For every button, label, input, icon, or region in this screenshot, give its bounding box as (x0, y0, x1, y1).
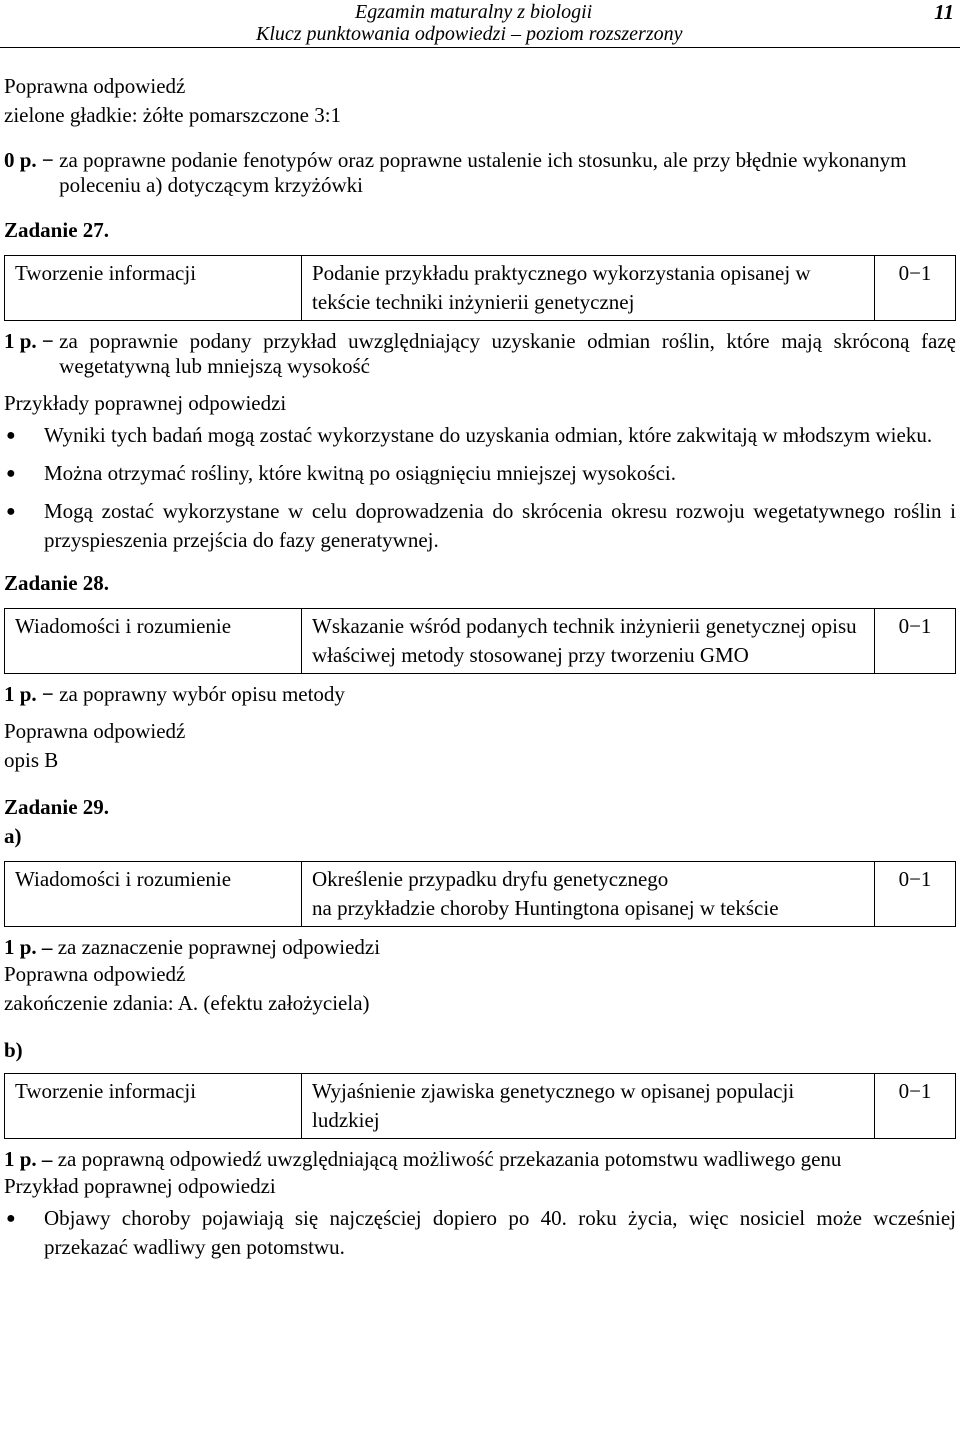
task-29a-requirement-line1: Określenie przypadku dryfu genetycznego (312, 867, 669, 891)
task-28-score-text: za poprawny wybór opisu metody (59, 682, 345, 706)
score-text: za poprawne podanie fenotypów oraz poprawne ustalenie ich stosunku, ale przy błędnie wykonanym poleceniu a) dotyczącym krzyżówki (59, 148, 907, 197)
task-29b-examples-list (4, 1204, 956, 1262)
task-29a-points: 0−1 (875, 862, 956, 927)
task-29a-answer-text: zakończenie zdania: A. (efektu założyciela) (4, 991, 370, 1015)
score-points: 0 p. − (4, 148, 60, 172)
bullet-icon: ● (6, 503, 16, 520)
task-28-score-rule (4, 682, 956, 707)
task-29b-label: b) (4, 1038, 23, 1062)
task-29a-score-rule (4, 935, 956, 960)
score-rule (4, 148, 956, 198)
task-29b-points: 0−1 (875, 1074, 956, 1139)
task-29b-criteria-table (4, 1073, 956, 1139)
task-28-points: 0−1 (875, 609, 956, 674)
task-27-area: Tworzenie informacji (5, 256, 302, 321)
page-header (0, 0, 960, 48)
task-29a-label: a) (4, 824, 22, 848)
task-29b-requirement: Wyjaśnienie zjawiska genetycznego w opisanej populacji ludzkiej (302, 1074, 875, 1139)
task-29b-score-text: za poprawną odpowiedź uwzględniającą możliwość przekazania potomstwu wadliwego genu (57, 1147, 842, 1171)
task-28-score-points: 1 p. − (4, 682, 60, 706)
task-27-examples-list (4, 421, 956, 555)
task-28-answer-text: opis B (4, 748, 59, 772)
task-28-area: Wiadomości i rozumienie (5, 609, 302, 674)
task-29b-score-rule (4, 1147, 956, 1172)
bullet-icon: ● (6, 427, 16, 444)
task-28-answer-label: Poprawna odpowiedź (4, 719, 186, 743)
list-item: ● Mogą zostać wykorzystane w celu doprowadzenia do skrócenia okresu rozwoju wegetatywnego roślin i przyspieszenia przejścia do fazy generatywnej. (4, 497, 956, 555)
task-29a-requirement-line2: na przykładzie choroby Huntingtona opisanej w tekście (312, 896, 779, 920)
answer-text: zielone gładkie: żółte pomarszczone 3:1 (4, 103, 342, 127)
bullet-icon: ● (6, 1210, 16, 1227)
task-29a-criteria-table (4, 861, 956, 927)
task-27-requirement: Podanie przykładu praktycznego wykorzystania opisanej w tekście techniki inżynierii genetycznej (302, 256, 875, 321)
page-number: 11 (934, 0, 954, 24)
header-rule (0, 47, 960, 48)
task-27-criteria-table (4, 255, 956, 321)
task-27-examples-label: Przykłady poprawnej odpowiedzi (4, 391, 287, 415)
task-29b-area: Tworzenie informacji (5, 1074, 302, 1139)
exam-title: Egzamin maturalny z biologii (355, 1, 593, 23)
task-28-criteria-table (4, 608, 956, 674)
task-27-score-points: 1 p. − (4, 329, 60, 353)
task-28-title: Zadanie 28. (4, 571, 110, 595)
list-item: ● Objawy choroby pojawiają się najczęściej dopiero po 40. roku życia, więc nosiciel może wcześniej przekazać wadliwy gen potomstwu. (4, 1204, 956, 1262)
task-27-points: 0−1 (875, 256, 956, 321)
task-29a-score-points: 1 p. – (4, 935, 58, 959)
task-29b-score-points: 1 p. – (4, 1147, 58, 1171)
task-29-title: Zadanie 29. (4, 795, 110, 819)
list-item: ● Wyniki tych badań mogą zostać wykorzystane do uzyskania odmian, które zakwitają w młodszym wieku. (4, 421, 956, 450)
task-29b-example-label: Przykład poprawnej odpowiedzi (4, 1174, 276, 1198)
task-29a-requirement (302, 862, 875, 927)
list-item: ● Można otrzymać rośliny, które kwitną po osiągnięciu mniejszej wysokości. (4, 459, 956, 488)
task-27-title: Zadanie 27. (4, 218, 110, 242)
task-29a-answer-label: Poprawna odpowiedź (4, 962, 186, 986)
task-27-score-text: za poprawnie podany przykład uwzględniający uzyskanie odmian roślin, które mają skróconą fazę wegetatywną lub mniejszą wysokość (59, 329, 956, 378)
page-content (4, 72, 956, 1262)
task-29a-area: Wiadomości i rozumienie (5, 862, 302, 927)
task-27-score-rule (4, 329, 956, 379)
task-29a-score-text: za zaznaczenie poprawnej odpowiedzi (57, 935, 381, 959)
answer-label: Poprawna odpowiedź (4, 74, 186, 98)
exam-subtitle: Klucz punktowania odpowiedzi – poziom rozszerzony (256, 23, 683, 45)
task-28-requirement: Wskazanie wśród podanych technik inżynierii genetycznej opisu właściwej metody stosowanej przy tworzeniu GMO (302, 609, 875, 674)
bullet-icon: ● (6, 465, 16, 482)
